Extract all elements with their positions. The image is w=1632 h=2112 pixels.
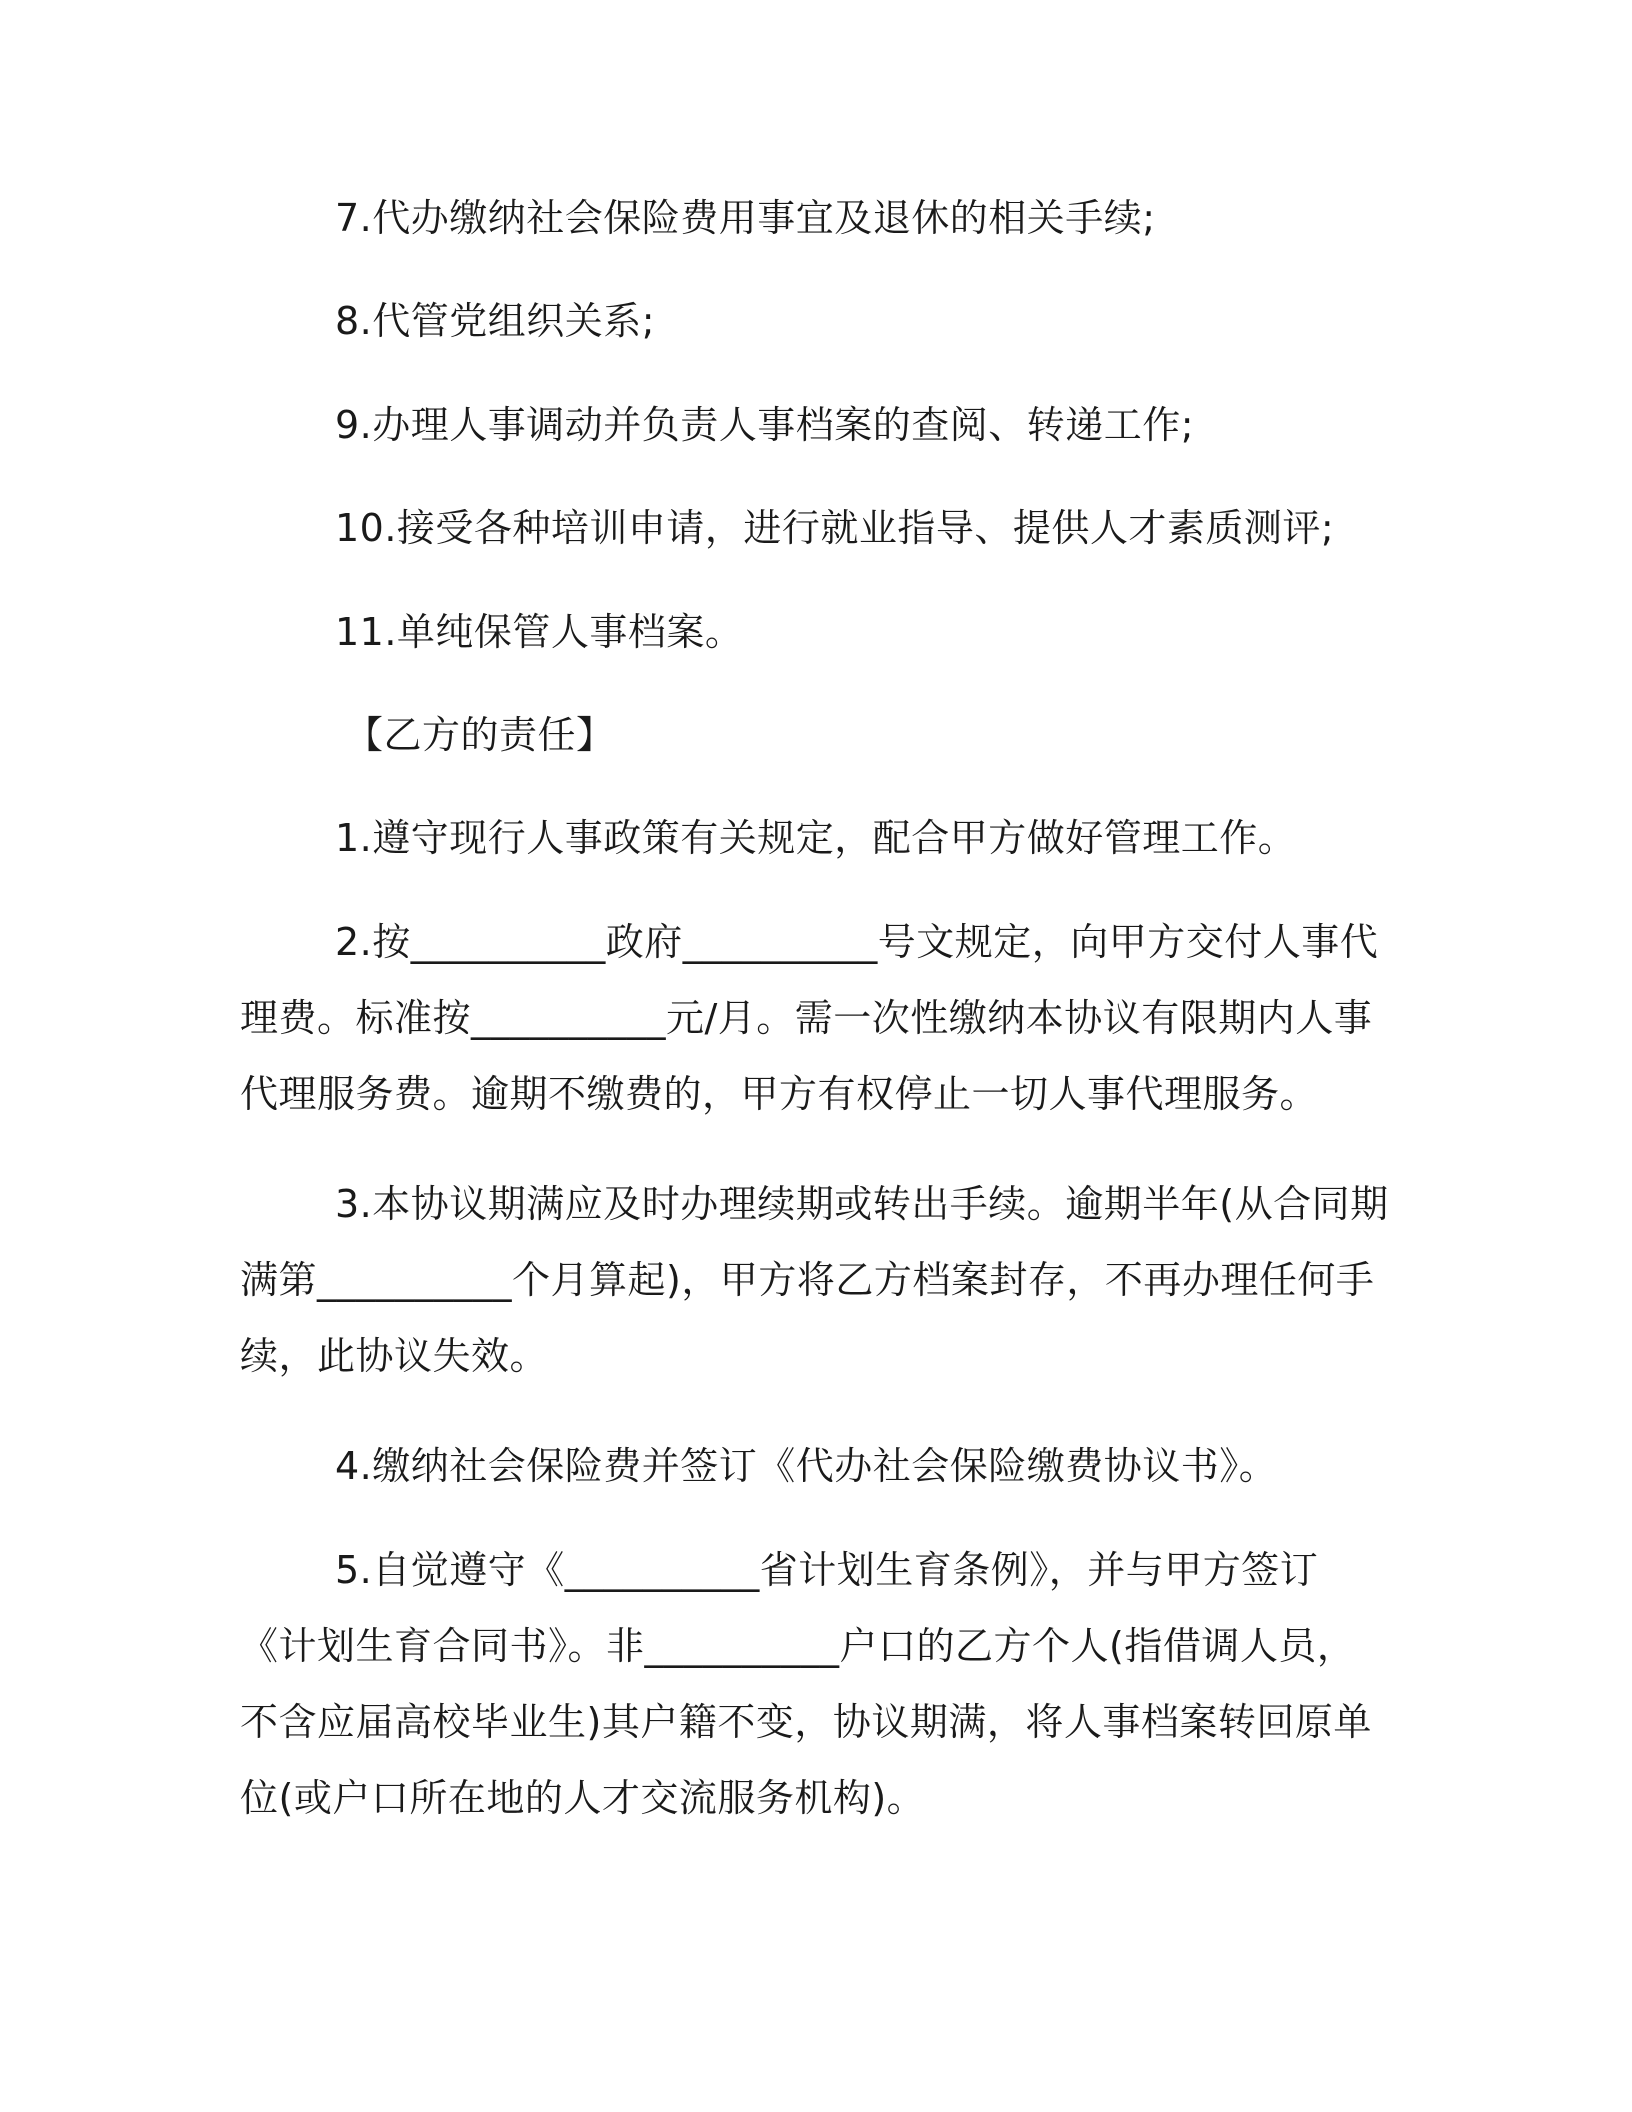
section-heading-party-b-responsibilities: 【乙方的责任】 xyxy=(345,713,615,757)
paragraph-item-8: 8.代管党组织关系; xyxy=(335,299,656,343)
paragraph-item-10: 10.接受各种培训申请，进行就业指导、提供人才素质测评; xyxy=(335,506,1335,550)
paragraph-item-7: 7.代办缴纳社会保险费用事宜及退休的相关手续; xyxy=(335,196,1156,240)
responsibility-item-4: 4.缴纳社会保险费并签订《代办社会保险缴费协议书》。 xyxy=(335,1444,1278,1488)
responsibility-item-2: 2.按__________政府__________号文规定，向甲方交付人事代理费。标准按__________元/月。需一次性缴纳本协议有限期内人事代理服务费。逾期不缴费的，甲方有权停止一切人事代理服务。 xyxy=(240,920,1379,1116)
responsibility-item-1: 1.遵守现行人事政策有关规定，配合甲方做好管理工作。 xyxy=(335,816,1297,860)
paragraph-item-11: 11.单纯保管人事档案。 xyxy=(335,610,744,654)
paragraph-item-9: 9.办理人事调动并负责人事档案的查阅、转递工作; xyxy=(335,403,1195,447)
responsibility-item-5: 5.自觉遵守《__________省计划生育条例》，并与甲方签订《计划生育合同书》。非__________户口的乙方个人(指借调人员，不含应届高校毕业生)其户籍不变，协议期满，将人事档案转回原单位(或户口所在地的人才交流服务机构)。 xyxy=(240,1548,1372,1820)
responsibility-item-3: 3.本协议期满应及时办理续期或转出手续。逾期半年(从合同期满第__________个月算起)，甲方将乙方档案封存，不再办理任何手续，此协议失效。 xyxy=(240,1182,1389,1378)
